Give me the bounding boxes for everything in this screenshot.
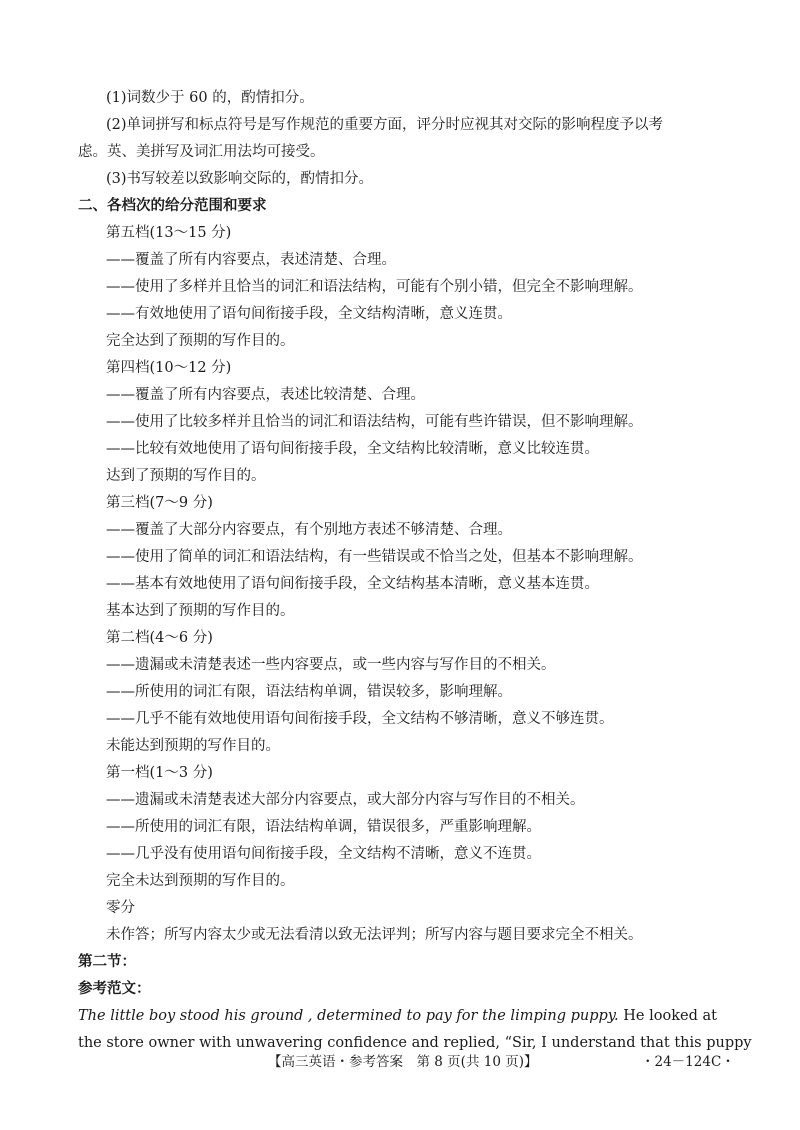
grade2-item-2: ——所使用的词汇有限，语法结构单调，错误较多，影响理解。 — [106, 684, 512, 700]
grade5-summary: 完全达到了预期的写作目的。 — [106, 333, 295, 349]
grade2-title: 第二档(4～6 分) — [106, 630, 213, 646]
sample-essay-italic-sentence: The little boy stood his ground , determined to pay for the limping puppy. — [78, 1008, 619, 1024]
grade3-title: 第三档(7～9 分) — [106, 495, 213, 511]
grade0-desc: 未作答；所写内容太少或无法看清以致无法评判；所写内容与题目要求完全不相关。 — [106, 927, 643, 943]
grade2-item-3: ——几乎不能有效地使用语句间衔接手段，全文结构不够清晰，意义不够连贯。 — [106, 711, 614, 727]
grade4-item-2: ——使用了比较多样并且恰当的词汇和语法结构，可能有些许错误，但不影响理解。 — [106, 414, 643, 430]
grade1-item-3: ——几乎没有使用语句间衔接手段，全文结构不清晰，意义不连贯。 — [106, 846, 541, 862]
grade4-item-3: ——比较有效地使用了语句间衔接手段，全文结构比较清晰，意义比较连贯。 — [106, 441, 599, 457]
note-2-line-1: (2)单词拼写和标点符号是写作规范的重要方面，评分时应视其对交际的影响程度予以考 — [106, 117, 664, 133]
grade2-item-1: ——遗漏或未清楚表述一些内容要点，或一些内容与写作目的不相关。 — [106, 657, 556, 673]
sample-essay-line-1 — [0, 1006, 800, 1026]
grade2-summary: 未能达到预期的写作目的。 — [106, 738, 280, 754]
note-1: (1)词数少于 60 的，酌情扣分。 — [106, 90, 314, 106]
grade5-item-2: ——使用了多样并且恰当的词汇和语法结构，可能有个别小错，但完全不影响理解。 — [106, 279, 643, 295]
grade5-title: 第五档(13～15 分) — [106, 225, 232, 241]
grade5-item-3: ——有效地使用了语句间衔接手段，全文结构清晰，意义连贯。 — [106, 306, 512, 322]
grade5-item-1: ——覆盖了所有内容要点，表述清楚、合理。 — [106, 252, 396, 268]
grade4-summary: 达到了预期的写作目的。 — [106, 468, 266, 484]
page-footer-title: 【高三英语・参考答案 第 8 页(共 10 页)】 — [268, 1054, 538, 1070]
grade1-title: 第一档(1～3 分) — [106, 765, 213, 781]
grade1-item-2: ——所使用的词汇有限，语法结构单调，错误很多，严重影响理解。 — [106, 819, 541, 835]
grade3-item-1: ——覆盖了大部分内容要点，有个别地方表述不够清楚、合理。 — [106, 522, 512, 538]
grade1-item-1: ——遗漏或未清楚表述大部分内容要点，或大部分内容与写作目的不相关。 — [106, 792, 585, 808]
grade3-item-2: ——使用了简单的词汇和语法结构，有一些错误或不恰当之处，但基本不影响理解。 — [106, 549, 643, 565]
sample-essay-line-1-rest: He looked at — [618, 1008, 717, 1024]
sample-essay-label: 参考范文： — [78, 981, 151, 997]
sample-essay-line-2: the store owner with unwavering confidence and replied, “Sir, I understand that this puppy — [78, 1035, 752, 1051]
grade3-summary: 基本达到了预期的写作目的。 — [106, 603, 295, 619]
grade1-summary: 完全未达到预期的写作目的。 — [106, 873, 295, 889]
section-heading: 二、各档次的给分范围和要求 — [78, 198, 267, 214]
note-3: (3)书写较差以致影响交际的，酌情扣分。 — [106, 171, 374, 187]
grade4-title: 第四档(10～12 分) — [106, 360, 232, 376]
grade3-item-3: ——基本有效地使用了语句间衔接手段，全文结构基本清晰，意义基本连贯。 — [106, 576, 599, 592]
note-2-line-2: 虑。英、美拼写及词汇用法均可接受。 — [78, 144, 325, 160]
page-footer-code: ・24－124C・ — [641, 1054, 735, 1070]
section2-heading: 第二节： — [78, 954, 136, 970]
grade4-item-1: ——覆盖了所有内容要点，表述比较清楚、合理。 — [106, 387, 425, 403]
grade0-title: 零分 — [106, 900, 135, 916]
